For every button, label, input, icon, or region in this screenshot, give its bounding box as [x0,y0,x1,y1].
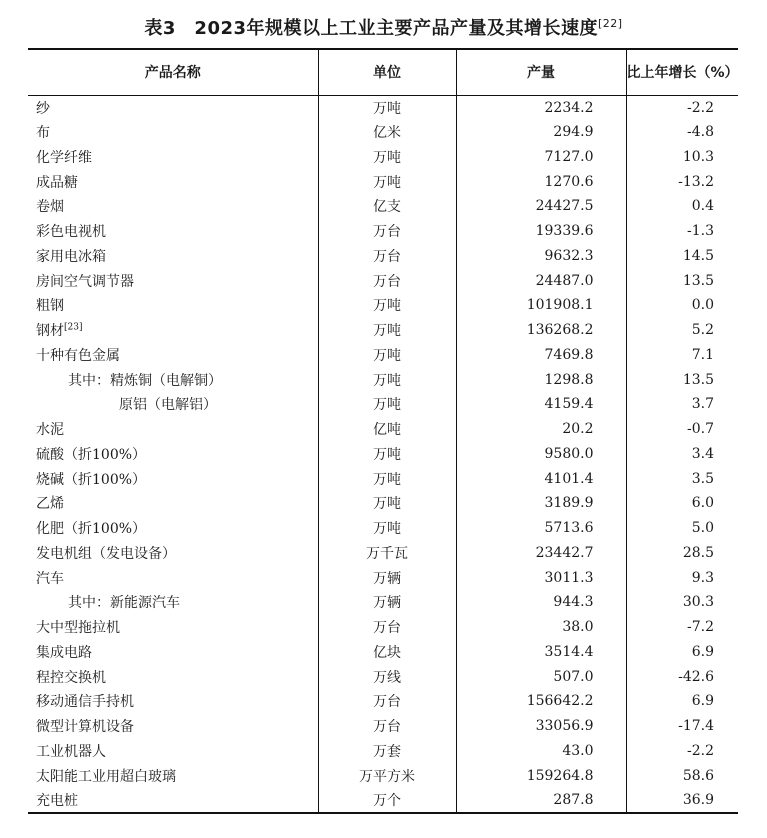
product-name-text: 移动通信手持机 [36,694,134,711]
title-footnote-ref: [22] [598,17,623,30]
cell-product-name [28,417,318,442]
cell-product-name [28,516,318,541]
cell-growth: 0.0 [626,293,738,318]
table-row [28,367,738,392]
table-row [28,194,738,219]
product-name-text: 工业机器人 [36,743,106,760]
table-row [28,120,738,145]
cell-unit: 万吨 [318,466,456,491]
cell-growth: 14.5 [626,244,738,269]
cell-product-name [28,343,318,368]
cell-product-name [28,590,318,615]
cell-product-name [28,145,318,170]
table-row [28,293,738,318]
cell-unit: 亿支 [318,194,456,219]
cell-product-name [28,763,318,788]
cell-quantity: 4159.4 [456,392,626,417]
table-row [28,739,738,764]
product-name-text: 充电桩 [36,792,78,809]
cell-unit: 万吨 [318,442,456,467]
table-row [28,565,738,590]
cell-quantity: 43.0 [456,739,626,764]
product-name-text: 成品糖 [36,174,78,191]
cell-growth: 3.7 [626,392,738,417]
cell-growth: -7.2 [626,615,738,640]
table-title [0,14,767,40]
cell-growth: 3.4 [626,442,738,467]
cell-unit: 万吨 [318,491,456,516]
cell-unit: 万套 [318,739,456,764]
cell-product-name [28,739,318,764]
table-row [28,417,738,442]
table-row [28,664,738,689]
cell-product-name [28,392,318,417]
cell-unit: 万平方米 [318,763,456,788]
cell-product-name [28,367,318,392]
cell-unit: 万台 [318,689,456,714]
cell-growth: 13.5 [626,367,738,392]
cell-unit: 万吨 [318,145,456,170]
cell-quantity: 9580.0 [456,442,626,467]
table-title-text: 表3 2023年规模以上工业主要产品产量及其增长速度 [144,18,599,39]
cell-quantity: 507.0 [456,664,626,689]
cell-quantity: 38.0 [456,615,626,640]
cell-product-name [28,565,318,590]
cell-product-name [28,244,318,269]
product-name-text: 彩色电视机 [36,224,106,241]
product-name-text: 家用电冰箱 [36,248,106,265]
cell-product-name [28,541,318,566]
cell-growth: 10.3 [626,145,738,170]
cell-product-name [28,615,318,640]
cell-quantity: 136268.2 [456,318,626,343]
cell-unit: 亿块 [318,640,456,665]
cell-growth: 6.0 [626,491,738,516]
product-name-text: 房间空气调节器 [36,273,134,290]
cell-unit: 万千瓦 [318,541,456,566]
cell-quantity: 3011.3 [456,565,626,590]
cell-quantity: 24427.5 [456,194,626,219]
table-row [28,244,738,269]
product-name-text: 发电机组（发电设备） [36,545,176,562]
cell-unit: 万吨 [318,293,456,318]
cell-quantity: 23442.7 [456,541,626,566]
cell-quantity: 19339.6 [456,219,626,244]
cell-growth: 0.4 [626,194,738,219]
cell-product-name [28,491,318,516]
cell-product-name [28,268,318,293]
cell-unit: 亿吨 [318,417,456,442]
cell-growth: -2.2 [626,739,738,764]
cell-growth: -17.4 [626,714,738,739]
table-row [28,640,738,665]
table-header [28,49,738,95]
cell-product-name [28,169,318,194]
table-body [28,95,738,813]
product-name-text: 其中：精炼铜（电解铜） [68,372,222,389]
product-name-text: 大中型拖拉机 [36,620,120,637]
cell-quantity: 20.2 [456,417,626,442]
cell-growth: 6.9 [626,689,738,714]
product-name-text: 原铝（电解铝） [119,397,217,414]
cell-growth: 28.5 [626,541,738,566]
cell-unit: 万吨 [318,318,456,343]
cell-product-name [28,219,318,244]
production-table [28,48,738,814]
cell-quantity: 7127.0 [456,145,626,170]
cell-quantity: 159264.8 [456,763,626,788]
cell-growth: 58.6 [626,763,738,788]
cell-growth: -2.2 [626,95,738,120]
header-row [28,49,738,95]
cell-growth: -4.8 [626,120,738,145]
cell-growth: -0.7 [626,417,738,442]
product-name-text: 水泥 [36,422,64,439]
table-row [28,516,738,541]
cell-growth: -13.2 [626,169,738,194]
cell-product-name [28,293,318,318]
table-row [28,788,738,813]
cell-quantity: 7469.8 [456,343,626,368]
cell-growth: 3.5 [626,466,738,491]
table-row [28,689,738,714]
table-row [28,169,738,194]
cell-quantity: 24487.0 [456,268,626,293]
cell-growth: -1.3 [626,219,738,244]
cell-unit: 万吨 [318,343,456,368]
product-name-text: 化学纤维 [36,149,92,166]
cell-growth: 13.5 [626,268,738,293]
cell-quantity: 1298.8 [456,367,626,392]
product-name-text: 粗钢 [36,298,64,315]
cell-quantity: 944.3 [456,590,626,615]
cell-quantity: 5713.6 [456,516,626,541]
table-row [28,268,738,293]
product-name-text: 卷烟 [36,199,64,216]
product-name-text: 太阳能工业用超白玻璃 [36,768,176,785]
cell-unit: 万吨 [318,516,456,541]
cell-quantity: 9632.3 [456,244,626,269]
table-row [28,590,738,615]
cell-quantity: 101908.1 [456,293,626,318]
cell-unit: 万吨 [318,392,456,417]
cell-product-name [28,714,318,739]
header-product-name: 产品名称 [144,65,201,82]
cell-unit: 万线 [318,664,456,689]
cell-unit: 万吨 [318,95,456,120]
cell-growth: 7.1 [626,343,738,368]
cell-unit: 万台 [318,615,456,640]
cell-unit: 亿米 [318,120,456,145]
cell-quantity: 294.9 [456,120,626,145]
table-row [28,442,738,467]
table-row [28,392,738,417]
table-row [28,763,738,788]
cell-quantity: 3514.4 [456,640,626,665]
product-name-text: 微型计算机设备 [36,719,134,736]
cell-unit: 万个 [318,788,456,813]
cell-growth: 5.0 [626,516,738,541]
cell-growth: 30.3 [626,590,738,615]
table-row [28,466,738,491]
cell-quantity: 1270.6 [456,169,626,194]
product-name-text: 化肥（折100%） [36,521,147,538]
cell-product-name [28,466,318,491]
cell-quantity: 33056.9 [456,714,626,739]
cell-quantity: 156642.2 [456,689,626,714]
product-name-text: 纱 [36,100,50,117]
cell-unit: 万台 [318,268,456,293]
cell-product-name [28,194,318,219]
cell-product-name [28,318,318,343]
table-row [28,541,738,566]
cell-growth: 9.3 [626,565,738,590]
cell-growth: 6.9 [626,640,738,665]
product-name-text: 钢材 [36,323,64,340]
cell-growth: 5.2 [626,318,738,343]
cell-product-name [28,788,318,813]
cell-quantity: 4101.4 [456,466,626,491]
table-row [28,714,738,739]
product-name-text: 集成电路 [36,644,92,661]
product-name-text: 程控交换机 [36,669,106,686]
cell-quantity: 3189.9 [456,491,626,516]
product-name-text: 其中：新能源汽车 [68,595,180,612]
cell-quantity: 2234.2 [456,95,626,120]
table-row [28,318,738,343]
header-unit: 单位 [318,49,456,95]
table-row [28,615,738,640]
cell-unit: 万吨 [318,367,456,392]
product-name-text: 汽车 [36,570,64,587]
product-name-text: 布 [36,125,50,142]
cell-product-name [28,95,318,120]
product-name-text: 乙烯 [36,496,64,513]
table-row [28,145,738,170]
table-row [28,95,738,120]
product-name-text: 烧碱（折100%） [36,471,147,488]
cell-unit: 万台 [318,244,456,269]
cell-unit: 万台 [318,219,456,244]
cell-growth: 36.9 [626,788,738,813]
cell-quantity: 287.8 [456,788,626,813]
product-name-text: 硫酸（折100%） [36,446,147,463]
header-growth: 比上年增长（%） [626,49,738,95]
footnote-ref: [23] [64,322,83,333]
table-row [28,219,738,244]
cell-product-name [28,120,318,145]
cell-growth: -42.6 [626,664,738,689]
table-row [28,491,738,516]
table-row [28,343,738,368]
cell-product-name [28,442,318,467]
cell-unit: 万辆 [318,565,456,590]
product-name-text: 十种有色金属 [36,347,120,364]
cell-unit: 万台 [318,714,456,739]
cell-product-name [28,689,318,714]
cell-unit: 万辆 [318,590,456,615]
cell-product-name [28,664,318,689]
header-quantity: 产量 [456,49,626,95]
cell-product-name [28,640,318,665]
cell-unit: 万吨 [318,169,456,194]
